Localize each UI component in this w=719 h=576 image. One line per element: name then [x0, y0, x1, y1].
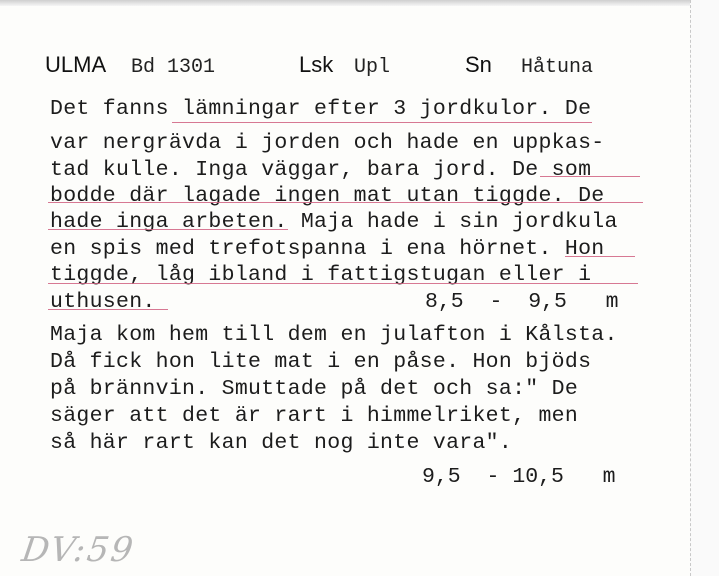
text-line: på brännvin. Smuttade på det och sa:" De	[50, 377, 579, 401]
text-line: säger att det är rart i himmelriket, men	[50, 404, 579, 428]
underline-mark	[540, 176, 640, 177]
text-line: uthusen.	[50, 290, 156, 314]
text-line: en spis med trefotspanna i ena hörnet. Hon	[50, 237, 605, 261]
underline-mark	[48, 202, 643, 203]
text-line: bodde där lagade ingen mat utan tiggde. De	[50, 184, 605, 208]
text-line: Då fick hon lite mat i en påse. Hon bjöds	[50, 350, 592, 374]
landskap-label: Lsk	[299, 52, 334, 77]
text-line: hade inga arbeten. Maja hade i sin jordkula	[50, 210, 618, 234]
text-line: tiggde, låg ibland i fattigstugan eller i	[50, 263, 592, 287]
card-header	[45, 52, 685, 86]
underline-mark	[172, 122, 592, 123]
text-line: tad kulle. Inga väggar, bara jord. De som	[50, 158, 592, 182]
depth-measure: 9,5 - 10,5 m	[422, 465, 616, 489]
socken-label: Sn	[465, 52, 492, 77]
volume-number: Bd 1301	[131, 56, 216, 79]
underline-mark	[48, 283, 638, 284]
landskap-value: Upl	[354, 56, 391, 79]
card-right-margin	[690, 0, 719, 576]
text-line: Maja kom hem till dem en julafton i Kålsta.	[50, 323, 618, 347]
underline-mark	[565, 256, 635, 257]
archive-label: ULMA	[45, 52, 107, 77]
text-line: var nergrävda i jorden och hade en uppkas-	[50, 131, 605, 155]
underline-mark	[48, 229, 288, 230]
underline-mark	[48, 309, 168, 310]
text-line: så här rart kan det nog inte vara".	[50, 431, 513, 455]
handwritten-mark: DV:59	[19, 530, 138, 570]
socken-value: Håtuna	[521, 56, 594, 79]
text-line: Det fanns lämningar efter 3 jordkulor. De	[50, 97, 592, 121]
depth-measure: 8,5 - 9,5 m	[425, 290, 619, 314]
card-top-edge	[0, 0, 719, 6]
